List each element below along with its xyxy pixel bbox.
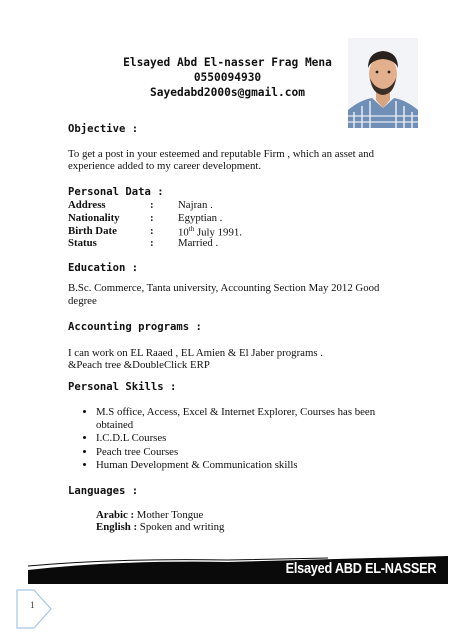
page-number: 1 — [30, 600, 35, 610]
objective-text-line-2: experience added to my career development. — [68, 160, 262, 172]
candidate-name: Elsayed Abd El-nasser Frag Mena — [123, 56, 332, 69]
language-label: Arabic : — [96, 509, 135, 521]
skill-item: • Human Development & Communication skills — [96, 459, 386, 472]
skills-heading: Personal Skills : — [68, 381, 177, 393]
personal-key: Address — [68, 199, 106, 211]
skill-item: • M.S office, Access, Excel & Internet Explorer, Courses has been obtained — [96, 406, 386, 432]
personal-key: Status — [68, 237, 97, 249]
email-address: Sayedabd2000s@gmail.com — [150, 86, 305, 99]
accounting-text-line-1: I can work on EL Raaed , EL Amien & El Jaber programs . — [68, 347, 323, 359]
language-english — [96, 521, 224, 533]
birth-month-year: July 1991. — [194, 226, 242, 239]
personal-colon: : — [150, 212, 154, 224]
language-arabic — [96, 509, 203, 521]
personal-value: Egyptian . — [178, 212, 223, 224]
birth-day-suffix: th — [188, 225, 195, 233]
language-level: Spoken and writing — [137, 521, 225, 533]
education-text-line-2: degree — [68, 295, 97, 307]
personal-value: Married . — [178, 237, 219, 249]
personal-colon: : — [150, 199, 154, 211]
birth-day: 10 — [178, 226, 189, 239]
personal-colon: : — [150, 237, 154, 249]
skill-item: • Peach tree Courses — [96, 446, 386, 459]
profile-photo — [348, 38, 418, 128]
personal-key: Birth Date — [68, 225, 117, 237]
languages-heading: Languages : — [68, 485, 139, 497]
footer-name-banner — [28, 556, 448, 584]
language-label: English : — [96, 521, 138, 533]
page-number-badge — [14, 586, 54, 632]
personal-colon: : — [150, 225, 154, 237]
personal-key: Nationality — [68, 212, 120, 224]
accounting-heading: Accounting programs : — [68, 321, 202, 333]
education-text-line-1: B.Sc. Commerce, Tanta university, Accounting Section May 2012 Good — [68, 282, 380, 294]
accounting-text-line-2: &Peach tree &DoubleClick ERP — [68, 359, 210, 371]
personal-data-heading: Personal Data : — [68, 186, 164, 198]
phone-number: 0550094930 — [193, 71, 262, 84]
language-level: Mother Tongue — [134, 509, 204, 521]
objective-text-line-1: To get a post in your esteemed and reputable Firm , which an asset and — [68, 148, 374, 160]
banner-text: Elsayed ABD EL-NASSER — [285, 560, 436, 577]
education-heading: Education : — [68, 262, 139, 274]
skill-item: • I.C.D.L Courses — [96, 432, 386, 445]
objective-heading: Objective : — [68, 123, 139, 135]
skills-list — [82, 406, 386, 472]
personal-value: Najran . — [178, 199, 213, 211]
